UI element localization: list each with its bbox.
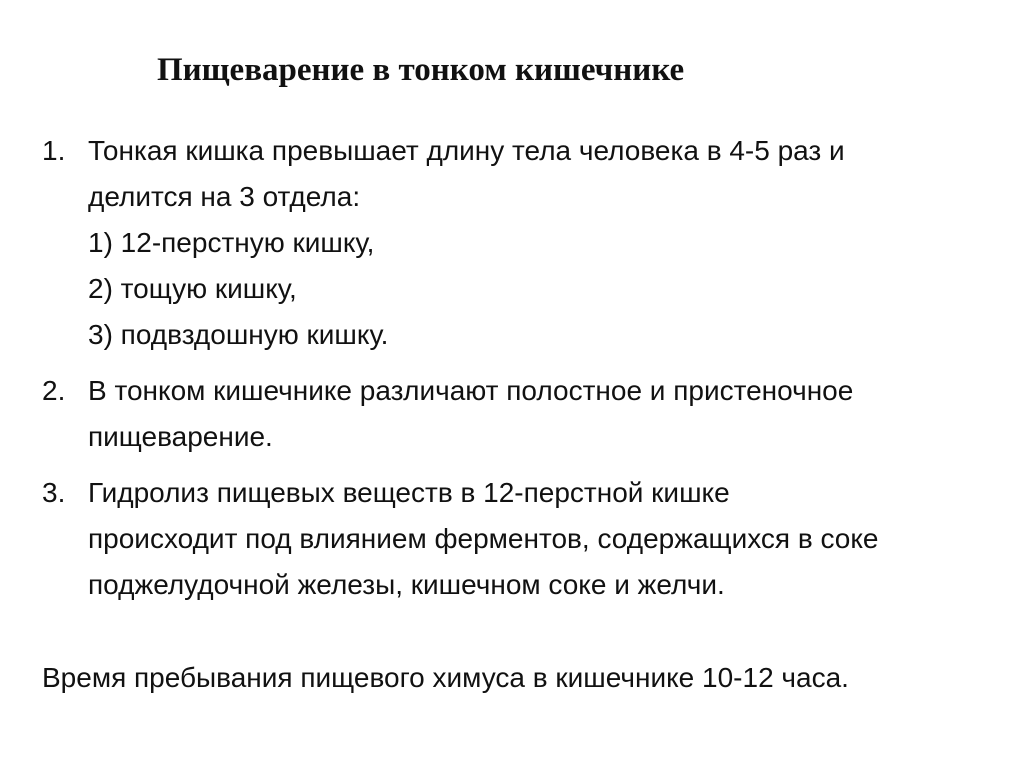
- text-line: поджелудочной железы, кишечном соке и желчи.: [88, 569, 725, 600]
- list-number: 2.: [42, 375, 66, 406]
- list-item-2: [42, 368, 1002, 460]
- list-number: 1.: [42, 135, 66, 166]
- list-number: 3.: [42, 477, 66, 508]
- text-line: пищеварение.: [88, 421, 273, 452]
- sub-item: 1) 12-перстную кишку,: [88, 227, 375, 258]
- numbered-list: [42, 128, 1002, 618]
- slide-title: Пищеварение в тонком кишечнике: [157, 52, 685, 88]
- list-item-3: [42, 470, 1002, 608]
- list-item-text: [88, 470, 1002, 608]
- text-line: делится на 3 отдела:: [88, 181, 361, 212]
- sub-item: 3) подвздошную кишку.: [88, 319, 389, 350]
- text-line: В тонком кишечнике различают полостное и пристеночное: [88, 375, 854, 406]
- text-line: Гидролиз пищевых веществ в 12-перстной кишке: [88, 477, 730, 508]
- footer-note: Время пребывания пищевого химуса в кишечнике 10-12 часа.: [42, 662, 849, 693]
- text-line: происходит под влиянием ферментов, содержащихся в соке: [88, 523, 879, 554]
- text-line: Тонкая кишка превышает длину тела человека в 4-5 раз и: [88, 135, 845, 166]
- list-item-text: [88, 128, 1002, 358]
- list-item-text: [88, 368, 1002, 460]
- list-item-1: [42, 128, 1002, 358]
- sub-item: 2) тощую кишку,: [88, 273, 297, 304]
